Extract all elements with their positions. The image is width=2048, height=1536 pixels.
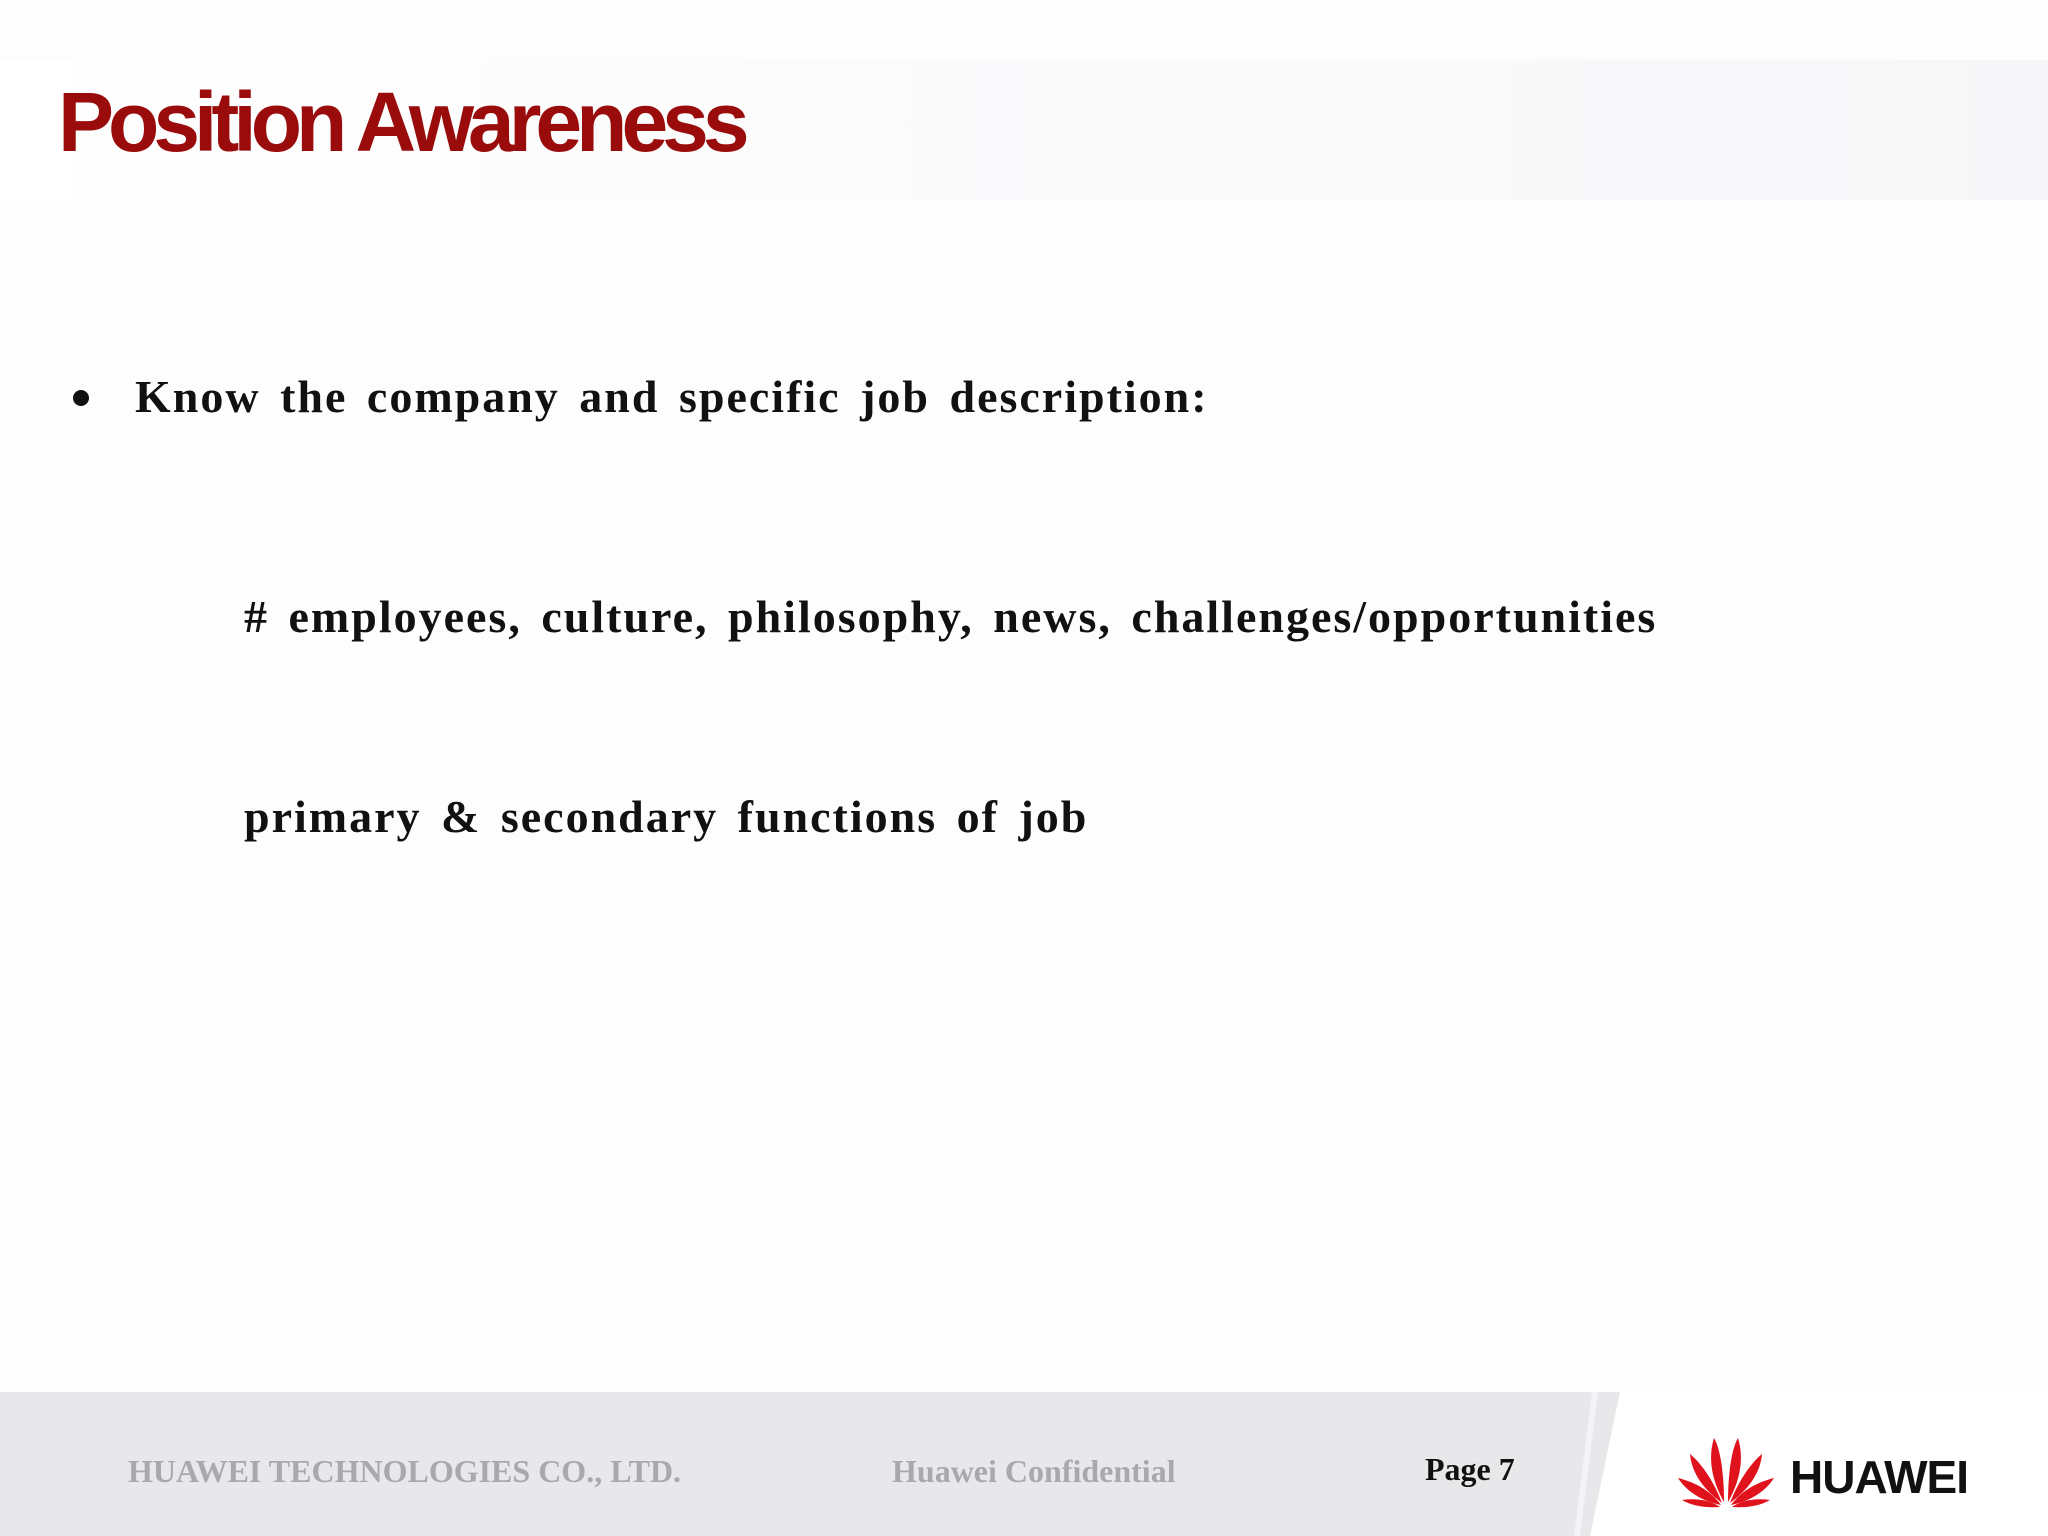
bullet-dot-icon (73, 390, 89, 406)
slide-title: Position Awareness (58, 75, 744, 169)
footer-confidential-label: Huawei Confidential (892, 1453, 1176, 1489)
sub-item-job-functions: primary & secondary functions of job (244, 791, 1089, 842)
huawei-flower-logo-icon (1676, 1428, 1776, 1508)
footer-divider (1574, 1392, 1598, 1536)
huawei-logo-text: HUAWEI (1790, 1451, 1968, 1503)
sub-item-company-facts: # employees, culture, philosophy, news, challenges/opportunities (244, 591, 1658, 642)
bullet-text: Know the company and specific job description: (135, 371, 1209, 422)
footer-company-name: HUAWEI TECHNOLOGIES CO., LTD. (128, 1453, 682, 1489)
page-number: Page 7 (1425, 1451, 1515, 1487)
